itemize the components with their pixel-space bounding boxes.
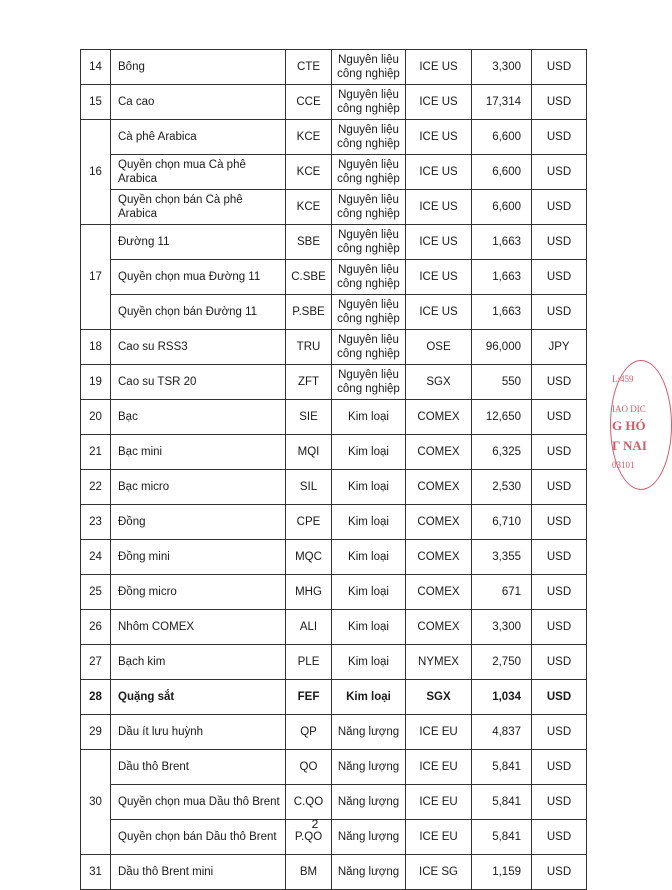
cell-currency: USD: [532, 820, 587, 855]
cell-exchange: COMEX: [406, 435, 472, 470]
cell-name: Bạc mini: [111, 435, 286, 470]
cell-currency: USD: [532, 540, 587, 575]
cell-margin: 6,325: [472, 435, 532, 470]
cell-group: Kim loại: [332, 680, 406, 715]
cell-name: Bạc: [111, 400, 286, 435]
cell-margin: 3,300: [472, 50, 532, 85]
cell-group: Kim loại: [332, 540, 406, 575]
cell-code: SIL: [286, 470, 332, 505]
table-row: [81, 575, 587, 610]
cell-currency: USD: [532, 365, 587, 400]
red-seal-stamp: L:459 IAO DỊC G HÓ Γ NAI 03101: [610, 360, 640, 490]
cell-margin: 6,600: [472, 155, 532, 190]
cell-currency: USD: [532, 645, 587, 680]
commodity-table: [80, 49, 587, 890]
cell-group: Nguyên liệu công nghiệp: [332, 50, 406, 85]
cell-margin: 6,600: [472, 120, 532, 155]
cell-currency: USD: [532, 505, 587, 540]
table-row: [81, 50, 587, 85]
cell-exchange: COMEX: [406, 575, 472, 610]
cell-name: Bạch kim: [111, 645, 286, 680]
cell-exchange: ICE EU: [406, 750, 472, 785]
cell-no: 16: [81, 120, 111, 225]
cell-code: ALI: [286, 610, 332, 645]
cell-code: TRU: [286, 330, 332, 365]
cell-margin: 17,314: [472, 85, 532, 120]
cell-code: CPE: [286, 505, 332, 540]
cell-code: C.SBE: [286, 260, 332, 295]
cell-name: Dầu thô Brent mini: [111, 855, 286, 890]
cell-margin: 3,355: [472, 540, 532, 575]
cell-margin: 550: [472, 365, 532, 400]
table-row: [81, 785, 587, 820]
cell-group: Nguyên liệu công nghiệp: [332, 120, 406, 155]
cell-group: Nguyên liệu công nghiệp: [332, 295, 406, 330]
cell-currency: USD: [532, 750, 587, 785]
cell-code: PLE: [286, 645, 332, 680]
cell-exchange: OSE: [406, 330, 472, 365]
cell-code: QO: [286, 750, 332, 785]
table-row: [81, 470, 587, 505]
cell-exchange: ICE EU: [406, 715, 472, 750]
cell-margin: 5,841: [472, 785, 532, 820]
cell-code: KCE: [286, 155, 332, 190]
cell-code: MQI: [286, 435, 332, 470]
table-row: [81, 680, 587, 715]
cell-no: 31: [81, 855, 111, 890]
cell-name: Cà phê Arabica: [111, 120, 286, 155]
cell-name: Quyền chọn bán Dầu thô Brent: [111, 820, 286, 855]
cell-currency: USD: [532, 295, 587, 330]
cell-name: Đồng micro: [111, 575, 286, 610]
table-row: [81, 610, 587, 645]
cell-group: Năng lượng: [332, 750, 406, 785]
cell-currency: USD: [532, 435, 587, 470]
cell-group: Kim loại: [332, 470, 406, 505]
cell-code: MHG: [286, 575, 332, 610]
table-row: [81, 190, 587, 225]
cell-name: Đồng: [111, 505, 286, 540]
cell-group: Kim loại: [332, 610, 406, 645]
cell-group: Nguyên liệu công nghiệp: [332, 85, 406, 120]
cell-no: 28: [81, 680, 111, 715]
cell-exchange: ICE EU: [406, 785, 472, 820]
cell-exchange: ICE EU: [406, 820, 472, 855]
table-row: [81, 715, 587, 750]
cell-currency: USD: [532, 85, 587, 120]
cell-no: 17: [81, 225, 111, 330]
cell-code: BM: [286, 855, 332, 890]
cell-no: 25: [81, 575, 111, 610]
cell-code: ZFT: [286, 365, 332, 400]
table-row: [81, 365, 587, 400]
cell-margin: 6,710: [472, 505, 532, 540]
cell-no: 27: [81, 645, 111, 680]
cell-margin: 1,159: [472, 855, 532, 890]
cell-group: Năng lượng: [332, 785, 406, 820]
cell-group: Kim loại: [332, 575, 406, 610]
cell-margin: 2,750: [472, 645, 532, 680]
cell-no: 20: [81, 400, 111, 435]
cell-currency: USD: [532, 190, 587, 225]
cell-exchange: ICE US: [406, 155, 472, 190]
cell-exchange: ICE US: [406, 85, 472, 120]
cell-code: MQC: [286, 540, 332, 575]
cell-margin: 1,663: [472, 295, 532, 330]
cell-no: 21: [81, 435, 111, 470]
cell-group: Nguyên liệu công nghiệp: [332, 190, 406, 225]
cell-name: Dầu thô Brent: [111, 750, 286, 785]
cell-group: Năng lượng: [332, 855, 406, 890]
cell-margin: 12,650: [472, 400, 532, 435]
cell-no: 29: [81, 715, 111, 750]
cell-margin: 6,600: [472, 190, 532, 225]
cell-no: 24: [81, 540, 111, 575]
cell-group: Năng lượng: [332, 715, 406, 750]
cell-exchange: COMEX: [406, 540, 472, 575]
page-number: 2: [311, 817, 319, 831]
cell-name: Đồng mini: [111, 540, 286, 575]
cell-code: CCE: [286, 85, 332, 120]
table-row: [81, 330, 587, 365]
cell-exchange: ICE US: [406, 295, 472, 330]
cell-currency: USD: [532, 855, 587, 890]
cell-name: Quyền chọn bán Cà phê Arabica: [111, 190, 286, 225]
cell-currency: USD: [532, 225, 587, 260]
cell-no: 26: [81, 610, 111, 645]
cell-group: Kim loại: [332, 645, 406, 680]
table-row: [81, 295, 587, 330]
cell-currency: USD: [532, 610, 587, 645]
cell-exchange: ICE US: [406, 225, 472, 260]
cell-exchange: COMEX: [406, 470, 472, 505]
cell-margin: 4,837: [472, 715, 532, 750]
cell-currency: USD: [532, 155, 587, 190]
cell-group: Năng lượng: [332, 820, 406, 855]
cell-exchange: ICE US: [406, 120, 472, 155]
cell-no: 18: [81, 330, 111, 365]
cell-name: Đường 11: [111, 225, 286, 260]
cell-exchange: ICE US: [406, 190, 472, 225]
cell-name: Quyền chọn bán Đường 11: [111, 295, 286, 330]
cell-currency: USD: [532, 785, 587, 820]
cell-no: 22: [81, 470, 111, 505]
cell-code: QP: [286, 715, 332, 750]
table-row: [81, 155, 587, 190]
table-row: [81, 750, 587, 785]
cell-exchange: ICE US: [406, 50, 472, 85]
cell-margin: 5,841: [472, 820, 532, 855]
cell-name: Quặng sắt: [111, 680, 286, 715]
cell-currency: USD: [532, 575, 587, 610]
cell-currency: USD: [532, 260, 587, 295]
cell-margin: 671: [472, 575, 532, 610]
cell-code: P.SBE: [286, 295, 332, 330]
cell-currency: USD: [532, 470, 587, 505]
cell-name: Bông: [111, 50, 286, 85]
table-row: [81, 85, 587, 120]
cell-code: P.QO: [286, 820, 332, 855]
cell-name: Cao su TSR 20: [111, 365, 286, 400]
table-row: [81, 260, 587, 295]
cell-margin: 1,034: [472, 680, 532, 715]
cell-no: 14: [81, 50, 111, 85]
cell-name: Bạc micro: [111, 470, 286, 505]
cell-no: 15: [81, 85, 111, 120]
cell-margin: 5,841: [472, 750, 532, 785]
table-row: [81, 645, 587, 680]
table-row: [81, 505, 587, 540]
cell-exchange: COMEX: [406, 400, 472, 435]
cell-name: Nhôm COMEX: [111, 610, 286, 645]
cell-name: Quyền chọn mua Dầu thô Brent: [111, 785, 286, 820]
cell-exchange: SGX: [406, 680, 472, 715]
cell-no: 23: [81, 505, 111, 540]
cell-exchange: ICE SG: [406, 855, 472, 890]
cell-exchange: COMEX: [406, 505, 472, 540]
cell-name: Ca cao: [111, 85, 286, 120]
cell-margin: 3,300: [472, 610, 532, 645]
cell-group: Nguyên liệu công nghiệp: [332, 155, 406, 190]
cell-code: FEF: [286, 680, 332, 715]
cell-name: Cao su RSS3: [111, 330, 286, 365]
cell-group: Kim loại: [332, 435, 406, 470]
cell-currency: USD: [532, 120, 587, 155]
cell-group: Kim loại: [332, 505, 406, 540]
cell-currency: USD: [532, 50, 587, 85]
table-row: [81, 400, 587, 435]
cell-code: KCE: [286, 190, 332, 225]
cell-exchange: COMEX: [406, 610, 472, 645]
cell-code: KCE: [286, 120, 332, 155]
cell-name: Dầu ít lưu huỳnh: [111, 715, 286, 750]
table-row: [81, 435, 587, 470]
cell-margin: 1,663: [472, 260, 532, 295]
cell-exchange: ICE US: [406, 260, 472, 295]
cell-exchange: NYMEX: [406, 645, 472, 680]
cell-currency: USD: [532, 400, 587, 435]
cell-code: SIE: [286, 400, 332, 435]
cell-name: Quyền chọn mua Cà phê Arabica: [111, 155, 286, 190]
cell-group: Nguyên liệu công nghiệp: [332, 225, 406, 260]
cell-exchange: SGX: [406, 365, 472, 400]
cell-margin: 1,663: [472, 225, 532, 260]
cell-currency: USD: [532, 680, 587, 715]
cell-code: CTE: [286, 50, 332, 85]
cell-no: 19: [81, 365, 111, 400]
cell-code: C.QO: [286, 785, 332, 820]
cell-margin: 2,530: [472, 470, 532, 505]
table-row: [81, 855, 587, 890]
cell-group: Nguyên liệu công nghiệp: [332, 330, 406, 365]
cell-code: SBE: [286, 225, 332, 260]
cell-currency: USD: [532, 715, 587, 750]
cell-group: Kim loại: [332, 400, 406, 435]
table-row: [81, 540, 587, 575]
cell-group: Nguyên liệu công nghiệp: [332, 365, 406, 400]
table-row: [81, 120, 587, 155]
table-row: [81, 225, 587, 260]
cell-margin: 96,000: [472, 330, 532, 365]
cell-currency: JPY: [532, 330, 587, 365]
cell-group: Nguyên liệu công nghiệp: [332, 260, 406, 295]
cell-name: Quyền chọn mua Đường 11: [111, 260, 286, 295]
cell-no: 30: [81, 750, 111, 855]
